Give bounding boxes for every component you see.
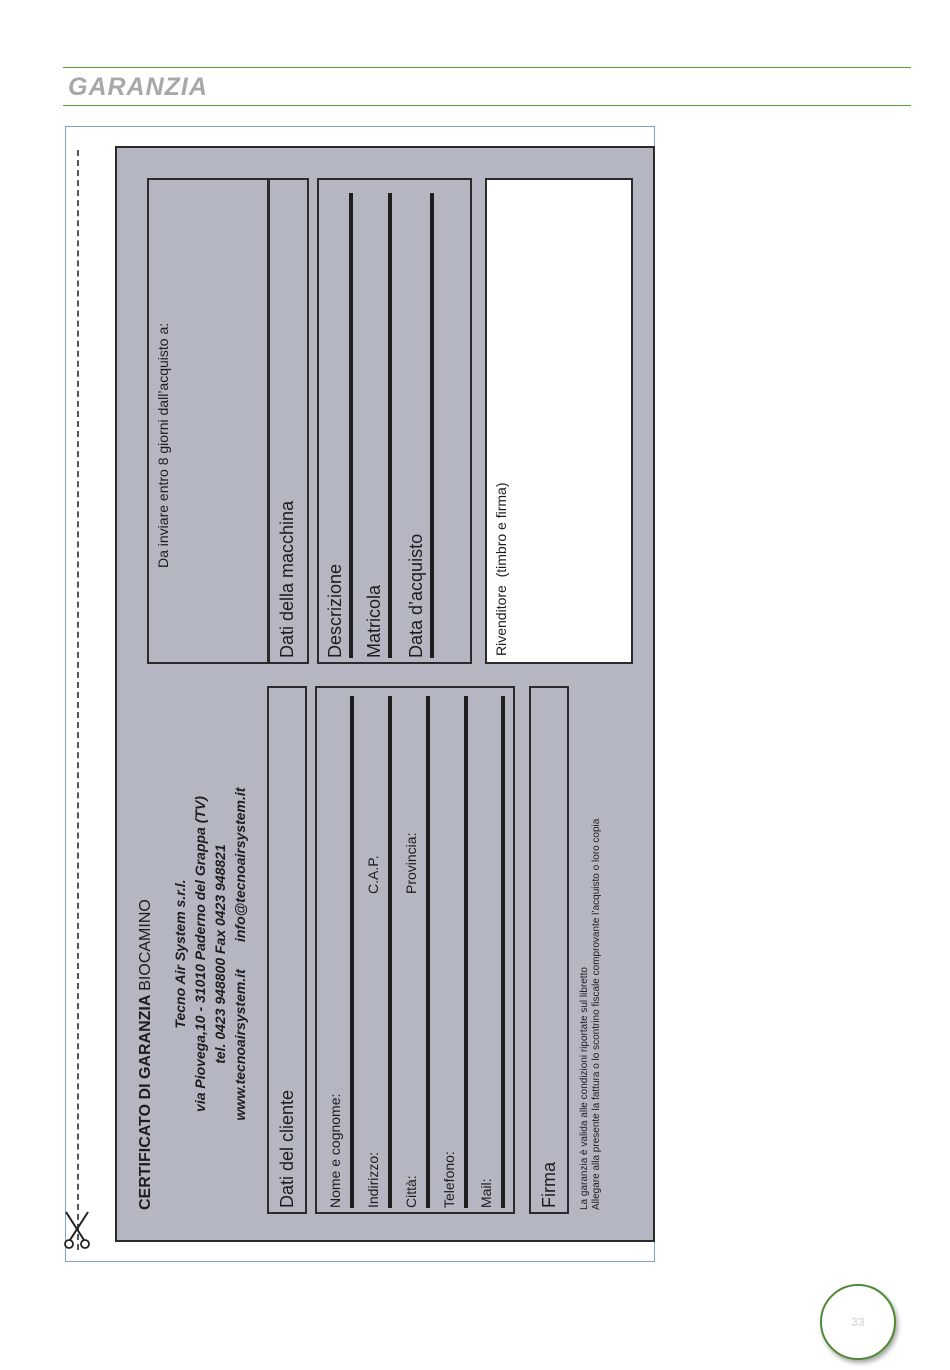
cut-line — [77, 150, 79, 1250]
description-field-label: Descrizione — [325, 563, 345, 658]
reseller-label: Rivenditore (timbro e firma) — [493, 482, 509, 656]
certificate-title — [137, 899, 155, 1210]
page-title: GARANZIA — [68, 73, 208, 101]
warranty-card-content — [117, 148, 655, 1242]
cap-field-label: C.A.P. — [365, 855, 381, 894]
address-field-label: Indirizzo: — [365, 1151, 381, 1208]
company-address: via Piovega,10 - 31010 Paderno del Grappa (TV) — [192, 796, 208, 1112]
send-to-note: Da inviare entro 8 giorni dall’acquisto a: — [155, 322, 171, 568]
client-section-title: Dati del cliente — [277, 1089, 297, 1208]
serial-field-line[interactable] — [388, 193, 392, 658]
warranty-card — [115, 146, 655, 1242]
client-fields-box — [315, 686, 515, 1214]
purchase-date-field-label: Data d’acquisto — [406, 533, 426, 658]
phone-field-line[interactable] — [464, 696, 468, 1208]
city-field-label: Città: — [403, 1175, 419, 1208]
mail-field-label: Mail: — [478, 1178, 494, 1208]
header-rule-bottom — [63, 105, 911, 106]
name-field-line[interactable] — [350, 696, 354, 1208]
page-number: 33 — [820, 1284, 896, 1360]
machine-section-title: Dati della macchina — [277, 500, 297, 658]
header-rule-top — [63, 67, 911, 68]
company-name: Tecno Air System s.r.l. — [172, 879, 188, 1029]
footer-note-2: Allegare alla presente la fattura o lo scontrino fiscale comprovante l’acquisto o loro copia — [591, 818, 602, 1210]
city-field-line[interactable] — [426, 696, 430, 1208]
description-field-line[interactable] — [349, 193, 353, 658]
province-field-label: Provincia: — [403, 832, 419, 894]
certificate-title-product: BIOCAMINO — [137, 899, 154, 991]
serial-field-label: Matricola — [364, 584, 384, 658]
phone-field-label: Telefono: — [441, 1151, 457, 1208]
company-phone: tel. 0423 948800 Fax 0423 948821 — [212, 844, 228, 1064]
name-field-label: Nome e cognome: — [327, 1093, 343, 1208]
purchase-date-field-line[interactable] — [430, 193, 434, 658]
mail-field-line[interactable] — [501, 696, 505, 1208]
scissors-icon — [62, 1210, 94, 1250]
signature-box[interactable] — [529, 686, 569, 1214]
footer-note-1: La garanzia è valida alle condizioni riportate sul libretto — [579, 967, 590, 1210]
signature-label: Firma — [539, 1162, 559, 1208]
company-web-mail: www.tecnoairsystem.it info@tecnoairsystem.it — [232, 787, 248, 1121]
certificate-title-bold: CERTIFICATO DI GARANZIA — [137, 995, 154, 1210]
address-field-line[interactable] — [388, 696, 392, 1208]
